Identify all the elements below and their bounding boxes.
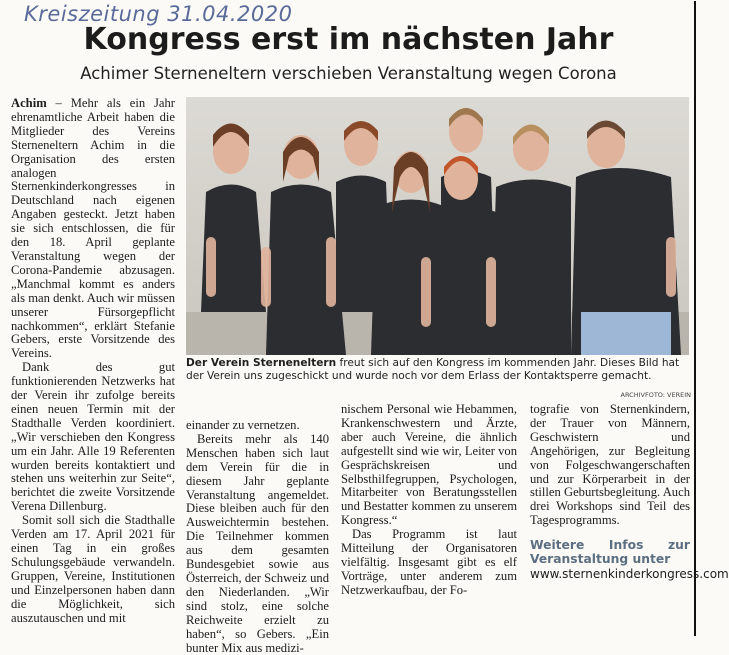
paragraph: Das Programm ist laut Mitteilung der Organisatoren vielfältig. Insgesamt gibt es elf Vorträge, unter anderem zum Netzwerkaufbau, der Fo-	[341, 527, 517, 597]
paragraph: nischem Personal wie Hebammen, Krankenschwestern und Ärzte, aber auch Vereine, die ähnlich aufgestellt sind wie wir, Leiter von Gesprächskreisen und Selbsthilfegruppen, Psychologen, Mitarbeiter von Beratungsstellen und Bestatter kommen zu unserem Kongress.“	[341, 402, 517, 528]
paragraph: Bereits mehr als 140 Menschen haben sich laut dem Verein für die in diesem Jahr geplante Veranstaltung angemeldet. Diese bleiben auch für den Ausweichtermin bestehen. Die Teilnehmer kommen aus dem gesamten Bundesgebiet sowie aus Österreich, der Schweiz und den Niederlanden. „Wir sind stolz, eine solche Reichweite erzielt zu haben“, so Gebers. „Ein bunter Mix aus medizi-	[186, 431, 329, 655]
caption-text: freut sich auf den Kongress im kommenden Jahr. Dieses Bild hat der Verein uns zugeschickt und wurde noch vor dem Erlass der Kontaktsperre gemacht.	[186, 357, 680, 382]
group-photo-illustration	[186, 97, 689, 355]
dateline: Achim	[11, 96, 47, 110]
headline: Kongress erst im nächsten Jahr	[83, 22, 614, 57]
paragraph: einander zu vernetzen.	[186, 418, 300, 432]
paragraph: Somit soll sich die Stadthalle Verden am 17. April 2021 für einen Tag in ein großes Schulungsgebäude verwandeln. Gruppen, Vereine, Institutionen und Einzelpersonen haben dann die Möglichkeit, sich auszutauschen und mit	[11, 513, 175, 625]
paragraph-text: – Mehr als ein Jahr ehrenamtliche Arbeit haben die Mitglieder des Vereins Sterneneltern Achim in die Organisation des ersten analogen Sternenkinderkongresses in Deutschland nach eigenen Angaben gesteckt. Jetzt haben sie sich entschlossen, die für den 18. April geplante Veranstaltung wegen der Corona-Pandemie abzusagen. „Manchmal kommt es anders als man denkt. Auch wir müssen unserer Fürsorgepflicht nachkommen“, erklärt Stefanie Gebers, erste Vorsitzende des Vereins.	[11, 96, 175, 361]
info-heading: Weitere Infos zur Veranstaltung unter	[530, 538, 690, 567]
handwritten-note: Kreiszeitung 31.04.2020	[24, 2, 293, 26]
article-column-2	[186, 419, 329, 655]
info-url: www.sternenkinderkongress.com	[530, 567, 729, 582]
caption-lead: Der Verein Sterneneltern	[186, 357, 337, 369]
paragraph	[11, 97, 175, 361]
info-box	[530, 538, 729, 582]
article-column-3	[341, 403, 517, 598]
photo-caption	[186, 357, 689, 383]
photo-credit: ARCHIVFOTO: VEREIN	[620, 391, 691, 399]
group-photo	[186, 97, 689, 355]
article-column-1	[11, 97, 175, 625]
paragraph: Dank des gut funktionierenden Netzwerks hat der Verein ihr zufolge bereits einen neuen Termin mit der Stadthalle Verden koordiniert. „Wir verschieben den Kongress um ein Jahr. Alle 19 Referenten wurden bereits kontaktiert und stehen uns weiterhin zur Seite“, berichtet die zweite Vorsitzende Verena Dillenburg.	[11, 360, 175, 514]
paragraph: tografie von Sternenkindern, der Trauer von Männern, Geschwistern und Angehörigen, zur Begleitung von Folgeschwangerschaften und zur Körperarbeit in der stillen Geburtsbegleitung. Auch drei Workshops sind Teil des Tagesprogramms.	[530, 402, 690, 528]
subheadline: Achimer Sterneneltern verschieben Veranstaltung wegen Corona	[80, 64, 617, 83]
article-column-4	[530, 402, 729, 582]
